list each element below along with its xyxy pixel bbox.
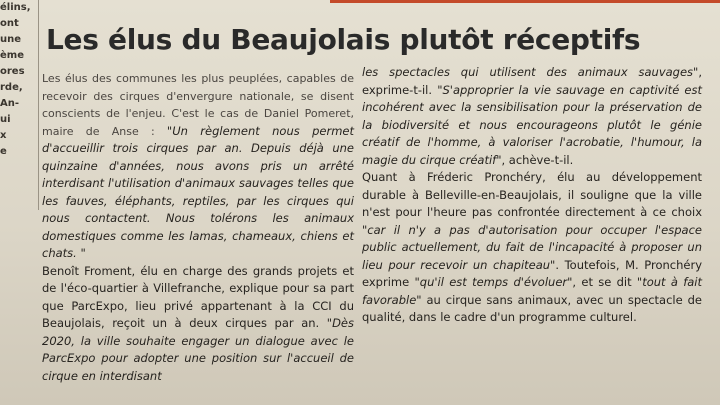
paragraph-text: . Toutefois, M. Pronchéry exprime: [362, 257, 703, 289]
article-column-left: [42, 70, 354, 385]
quote-text: "tout à fait favorable": [362, 275, 702, 307]
quote-text: "Un règlement nous permet d'accueillir trois cirques par an. Depuis déjà une quinzaine d'années, nous avons pris un arrêté interdisant l'utilisation d'animaux sauvages telles que les fauves, éléphants, reptiles, par les cirques qui nous contactent. Nous tolérons les animaux domestiques comme les lamas, chameaux, chiens et chats. ": [42, 123, 355, 260]
article-paragraph: [362, 64, 702, 169]
article-paragraph: [362, 169, 702, 327]
quote-text: "qu'il est temps d'évoluer": [414, 275, 573, 289]
article-headline: Les élus du Beaujolais plutôt réceptifs: [46, 23, 641, 56]
column-divider: [38, 0, 39, 210]
margin-fragment: une: [0, 34, 22, 45]
paragraph-text: , achève-t-il.: [501, 152, 574, 167]
paragraph-text: Quant à Fréderic Pronchéry, élu au développement durable à Belleville-en-Beaujolais, il souligne que la ville n'est pour l'heure pas confrontée directement à ce choix: [362, 170, 702, 219]
adjacent-column-fragments: [0, 0, 38, 200]
quote-text: "Dès 2020, la ville souhaite engager un dialogue avec le ParcExpo pour adopter une position sur l'accueil de cirque en interdisant: [42, 316, 354, 383]
article-column-right: [362, 64, 702, 327]
quote-text: les spectacles qui utilisent des animaux sauvages": [362, 65, 699, 79]
margin-fragment: x: [0, 130, 7, 141]
paragraph-text: au cirque sans animaux, avec un spectacle de qualité, dans le cadre d'un programme culturel.: [362, 292, 702, 324]
top-accent-rule: [330, 0, 720, 3]
quote-text: "S'approprier la vie sauvage en captivité est incohérent avec la sensibilisation pour la préservation de la biodiversité et nous encourageons plutôt le génie créatif de l'homme, à valoriser l'acrobatie, l'humour, la magie du cirque créatif": [362, 82, 702, 167]
paragraph-text: Les élus des communes les plus peuplées, capables de recevoir des cirques d'envergure nationale, se disent conscients de l'enjeu. C'est le cas de Daniel Pomeret, maire de Anse :: [42, 72, 354, 138]
article-paragraph: [42, 70, 354, 263]
margin-fragment: ème: [0, 50, 24, 61]
margin-fragment: An-: [0, 98, 20, 109]
margin-fragment: ores: [0, 66, 25, 77]
margin-fragment: élins,: [0, 2, 31, 13]
margin-fragment: ont: [0, 18, 19, 29]
margin-fragment: ui: [0, 114, 11, 125]
paragraph-text: , exprime-t-il.: [362, 65, 702, 97]
paragraph-text: , et se dit: [572, 275, 637, 289]
article-paragraph: [42, 263, 354, 386]
margin-fragment: e: [0, 146, 7, 157]
quote-text: "car il n'y a pas d'autorisation pour occuper l'espace public actuellement, du fait de l'incapacité à proposer un lieu pour recevoir un chapiteau": [362, 222, 702, 272]
margin-fragment: rde,: [0, 82, 23, 93]
paragraph-text: Benoît Froment, élu en charge des grands projets et de l'éco-quartier à Villefranche, explique pour sa part que ParcExpo, lieu privé appartenant à la CCI du Beaujolais, reçoit un à deux cirques par an.: [42, 263, 354, 330]
